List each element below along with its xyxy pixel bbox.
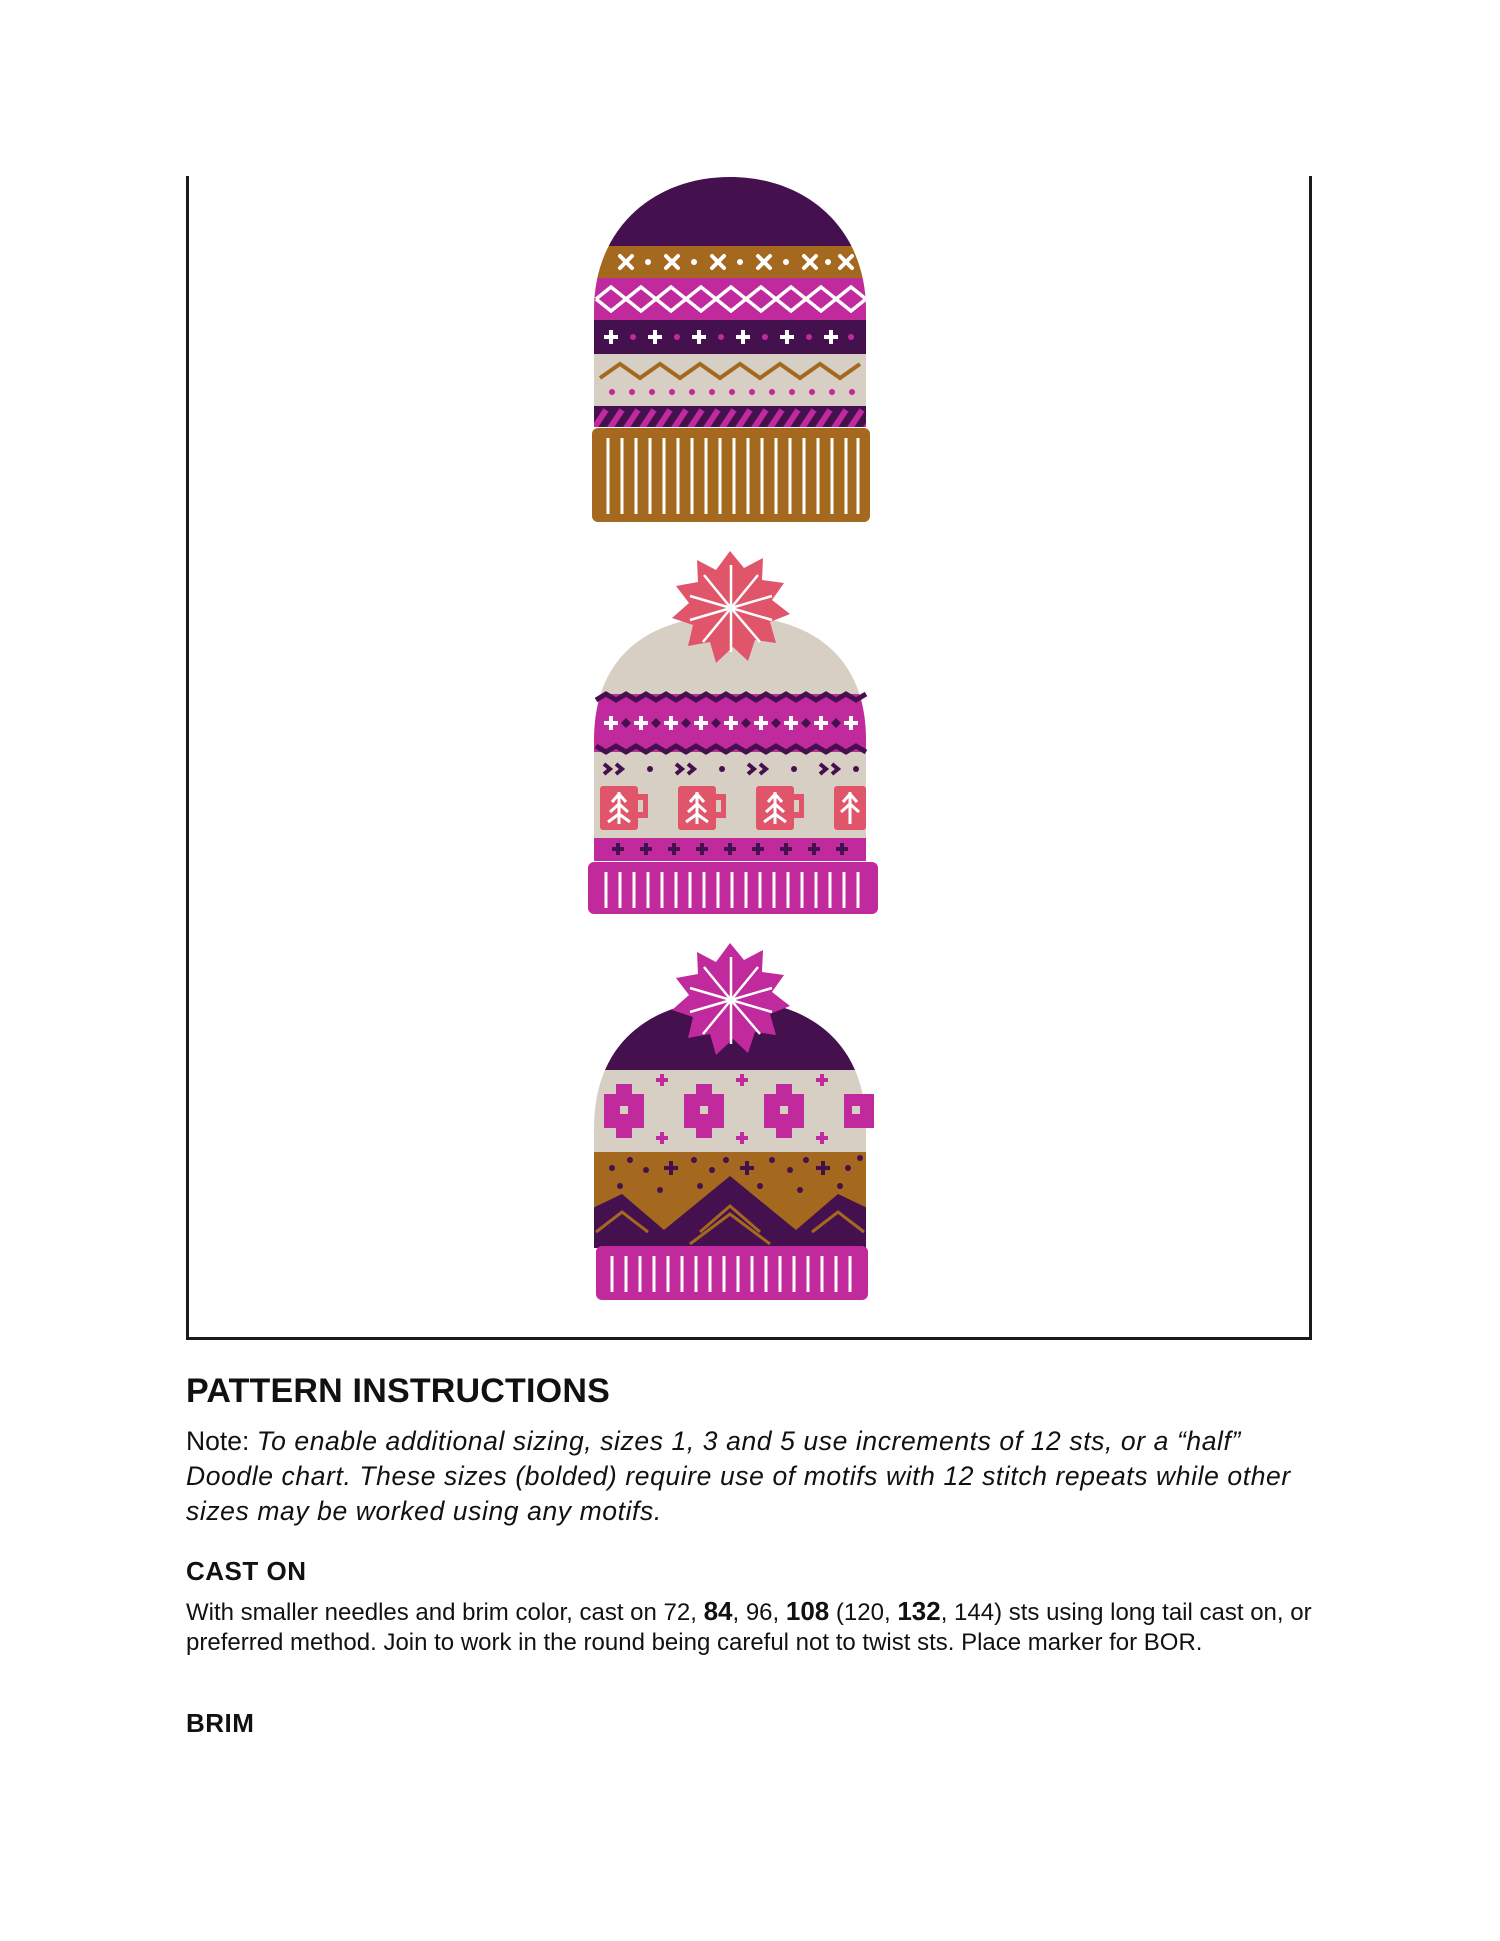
cast-on-text-part: , 144) sts using long tail cast on, or preferred method. Join to work in the round being careful not to twist sts. Place marker for BOR. [186, 1599, 1312, 1656]
cast-on-text-part: (120, [829, 1599, 898, 1626]
hat-3-brim [596, 1246, 868, 1300]
note-text: To enable additional sizing, sizes 1, 3 and 5 use increments of 12 sts, or a “half” Doodle chart. These sizes (bolded) require use of motifs with 12 stitch repeats while other sizes may be worked using any motifs. [186, 1426, 1291, 1526]
cast-on-text-part: , 96, [732, 1599, 786, 1626]
section-title: PATTERN INSTRUCTIONS [186, 1372, 610, 1410]
bold-size: 84 [703, 1596, 733, 1626]
note-label: Note: [186, 1426, 250, 1456]
hat-1-brim [592, 428, 870, 522]
cast-on-text-part: With smaller needles and brim color, cast on 72, [186, 1599, 704, 1626]
hat-2-bottom-crosses [612, 843, 848, 855]
brim-heading: BRIM [186, 1708, 255, 1738]
cast-on-text [186, 1596, 1326, 1658]
bold-size: 108 [785, 1596, 830, 1626]
hat-2-crosses [604, 716, 858, 730]
bold-size: 132 [897, 1596, 941, 1626]
cast-on-heading: CAST ON [186, 1556, 307, 1586]
sizing-note [186, 1424, 1326, 1529]
